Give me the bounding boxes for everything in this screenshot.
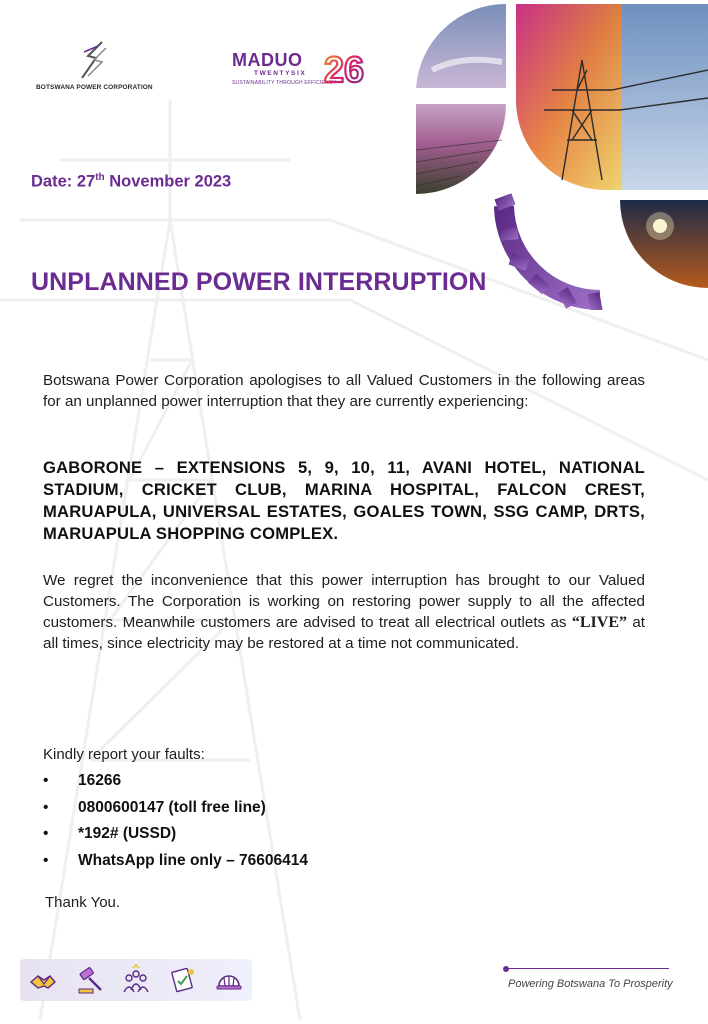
report-channel-phone: • 16266 [43, 772, 308, 799]
intro-paragraph: Botswana Power Corporation apologises to all Valued Customers in the following areas for an unplanned power interruption that they are currently experiencing: [43, 372, 645, 410]
advisory-paragraph: We regret the inconvenience that this power interruption has brought to our Valued Customers. The Corporation is working on restoring power supply to all the affected customers. Meanwhile customers are advised to treat all electrical outlets as “LIVE” at all times, since electricity may be restored at a time not communicated. [43, 572, 645, 652]
bpc-lightning-icon [76, 40, 114, 80]
slogan-divider-dot [503, 966, 509, 972]
values-icon-strip [20, 959, 252, 1001]
report-channel-whatsapp: • WhatsApp line only – 76606414 [43, 852, 308, 879]
header-photo-collage [412, 0, 708, 310]
affected-areas: GABORONE – EXTENSIONS 5, 9, 10, 11, AVANI HOTEL, NATIONAL STADIUM, CRICKET CLUB, MARINA HOSPITAL, FALCON CREST, MARUAPULA, UNIVERSAL ESTATES, GOALES TOWN, SSG CAMP, DRTS, MARUAPULA SHOPPING COMPLEX. [43, 458, 645, 543]
report-channel-ussd: • *192# (USSD) [43, 825, 308, 852]
campaign-subtitle: TWENTYSIX [254, 70, 307, 77]
slogan-divider [505, 968, 669, 969]
bpc-logo [36, 40, 166, 91]
hardhat-icon [214, 964, 244, 996]
notice-date: Date: 27th November 2023 [31, 172, 232, 191]
document-check-icon [167, 964, 197, 996]
report-faults-label: Kindly report your faults: [43, 746, 205, 763]
live-emphasis: “LIVE” [571, 614, 627, 631]
report-channel-tollfree: • 0800600147 (toll free line) [43, 799, 308, 826]
campaign-tagline: SUSTAINABILITY THROUGH EFFICIENCY [232, 80, 337, 86]
company-name: BOTSWANA POWER CORPORATION [36, 84, 153, 91]
closing-thank-you: Thank You. [45, 894, 121, 911]
maduo-logo [232, 42, 372, 92]
gavel-icon [75, 964, 105, 996]
footer-slogan: Powering Botswana To Prosperity [508, 978, 673, 990]
team-icon [121, 964, 151, 996]
campaign-number: 26 [324, 49, 365, 90]
handshake-icon [28, 964, 58, 996]
campaign-26-mark [320, 42, 370, 92]
report-channels-list [43, 772, 308, 878]
campaign-title: MADUO [232, 50, 303, 70]
notice-title: UNPLANNED POWER INTERRUPTION [31, 268, 487, 296]
